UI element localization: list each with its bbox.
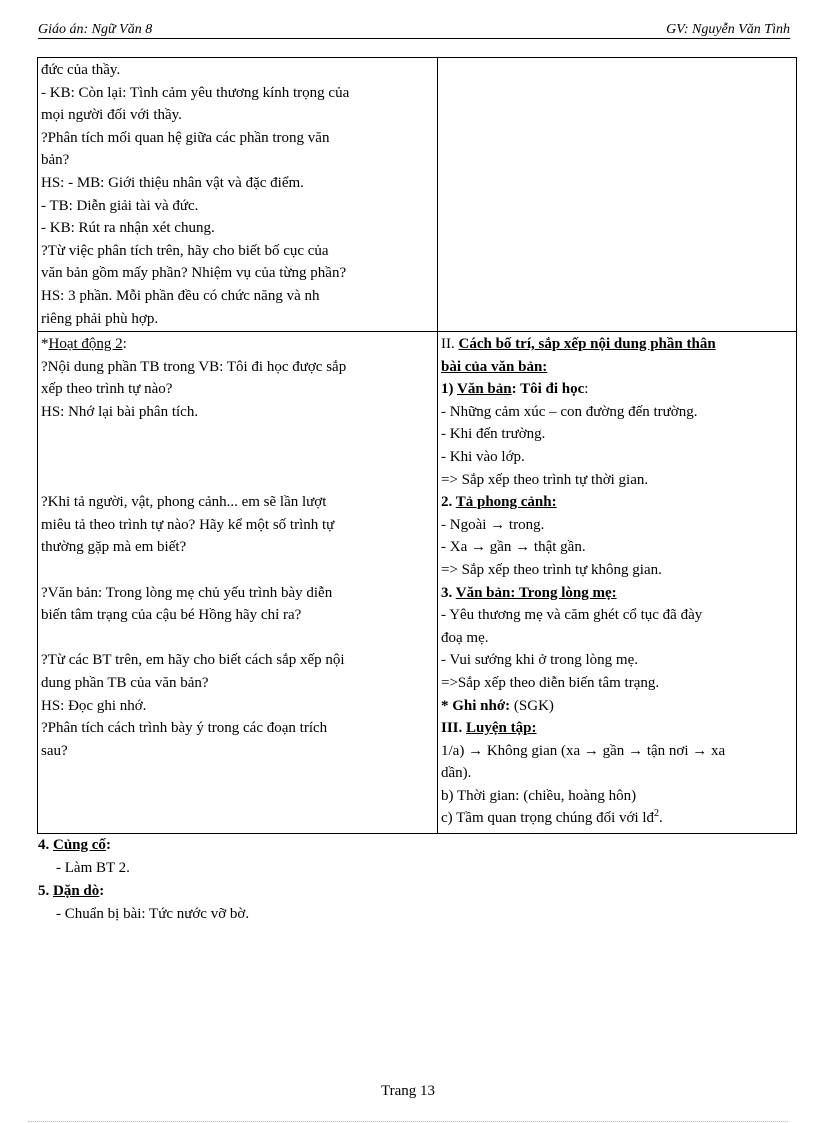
activity-heading: *Hoạt động 2: — [41, 336, 127, 352]
text-line: - Những cảm xúc – con đường đến trường. — [441, 403, 698, 420]
text-line: ?Khi tả người, vật, phong cảnh... em sẽ lần lượt — [41, 494, 327, 511]
section-heading-cont: bài của văn bản: — [441, 358, 548, 375]
text-line: ?Nội dung phần TB trong VB: Tôi đi học được sắp — [41, 358, 347, 375]
text-line: riêng phải phù hợp. — [41, 310, 159, 327]
text-line: HS: Nhớ lại bài phân tích. — [41, 403, 199, 420]
text-line: HS: - MB: Giới thiệu nhân vật và đặc điểm. — [41, 174, 304, 191]
page-header — [38, 20, 790, 39]
text-line: - Khi vào lớp. — [441, 448, 525, 465]
text-line: sau? — [41, 742, 68, 759]
text-line: - Yêu thương mẹ và căm ghét cổ tục đã đày — [441, 607, 703, 624]
bottom-divider — [28, 1121, 788, 1122]
text-line: - Khi đến trường. — [441, 426, 546, 443]
subsection-heading: III. Luyện tập: — [441, 720, 537, 737]
text-line: dung phần TB của văn bản? — [41, 674, 209, 691]
page-number: Trang 13 — [380, 1083, 436, 1099]
text-line: - Xa → gần → thật gần. — [441, 539, 586, 556]
text-line: thường gặp mà em biết? — [41, 539, 187, 556]
arrow-icon: → — [628, 742, 644, 759]
arrow-icon: → — [471, 539, 486, 556]
text-line: biến tâm trạng của cậu bé Hồng hãy chỉ ra? — [41, 607, 302, 624]
row1-left-cell — [38, 58, 438, 332]
arrow-icon: → — [468, 742, 484, 759]
text-line: HS: Đọc ghi nhớ. — [41, 697, 147, 714]
text-line: - Ngoài → trong. — [441, 516, 545, 533]
text-line: - Chuẩn bị bài: Tức nước vỡ bờ. — [56, 906, 250, 922]
arrow-icon: → — [692, 742, 708, 759]
text-line: ?Phân tích cách trình bày ý trong các đoạn trích — [41, 720, 328, 737]
text-line: - KB: Rút ra nhận xét chung. — [41, 220, 215, 237]
text-line: - Làm BT 2. — [56, 860, 130, 876]
section-heading: 5. Dặn dò: — [38, 883, 105, 899]
row1-right-cell — [438, 58, 797, 332]
subsection-heading: 1) Văn bản: Tôi đi học: — [441, 381, 589, 398]
text-line: - KB: Còn lại: Tình cảm yêu thương kính trọng của — [41, 84, 350, 101]
section-heading: II. Cách bố trí, sắp xếp nội dung phần thân — [441, 336, 716, 352]
text-line: b) Thời gian: (chiều, hoàng hôn) — [441, 787, 637, 804]
text-line: ?Văn bản: Trong lòng mẹ chủ yếu trình bày diễn — [41, 584, 333, 601]
text-line: đoạ mẹ. — [441, 629, 489, 646]
text-line: =>Sắp xếp theo diễn biến tâm trạng. — [441, 674, 660, 691]
text-line: => Sắp xếp theo trình tự thời gian. — [441, 471, 649, 488]
text-line: văn bản gồm mấy phần? Nhiệm vụ của từng phần? — [41, 265, 347, 282]
section-heading: 4. Củng cố: — [38, 837, 111, 853]
activity-title: Hoạt động 2 — [48, 336, 123, 352]
lesson-table — [37, 57, 797, 834]
text-line: ?Từ các BT trên, em hãy cho biết cách sắp xếp nội — [41, 652, 345, 669]
arrow-icon: → — [583, 742, 599, 759]
text-line: dần). — [441, 765, 472, 782]
text-line: ?Từ việc phân tích trên, hãy cho biết bố cục của — [41, 242, 329, 259]
text-line: 1/a) → Không gian (xa → gần → tận nơi → xa — [441, 742, 726, 759]
row2-left-cell — [38, 332, 438, 834]
text-line: ?Phân tích mối quan hệ giữa các phần trong văn — [41, 129, 330, 146]
arrow-icon: → — [490, 516, 506, 533]
text-line: HS: 3 phần. Mỗi phần đều có chức năng và nh — [41, 287, 320, 304]
header-teacher: GV: Nguyễn Văn Tình — [666, 22, 790, 37]
note-line: * Ghi nhớ: (SGK) — [441, 697, 554, 714]
subsection-heading: 3. Văn bản: Trong lòng mẹ: — [441, 584, 617, 601]
header-subject: Giáo án: Ngữ Văn 8 — [38, 22, 153, 37]
text-line: c) Tầm quan trọng chúng đối với $lđ^2$. — [441, 808, 663, 827]
text-line: => Sắp xếp theo trình tự không gian. — [441, 561, 662, 578]
text-line: - Vui sướng khi ở trong lòng mẹ. — [441, 652, 638, 669]
table-row — [38, 58, 797, 332]
arrow-icon: → — [515, 539, 531, 556]
text-line: bản? — [41, 152, 70, 169]
text-line: miêu tả theo trình tự nào? Hãy kể một số trình tự — [41, 516, 335, 533]
row2-right-cell — [438, 332, 797, 834]
consolidation-section — [38, 834, 778, 926]
text-line: xếp theo trình tự nào? — [41, 381, 173, 398]
table-row — [38, 332, 797, 834]
text-line: - TB: Diễn giải tài và đức. — [41, 197, 199, 214]
text-line: đức của thầy. — [41, 62, 121, 78]
subsection-heading: 2. Tả phong cảnh: — [441, 494, 557, 511]
text-line: mọi người đối với thầy. — [41, 107, 182, 124]
